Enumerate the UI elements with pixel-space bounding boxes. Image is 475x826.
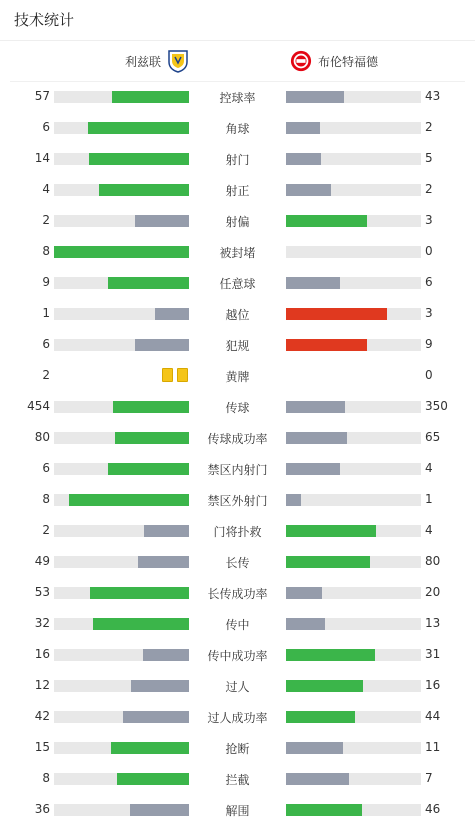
home-value: 6 xyxy=(42,120,50,134)
home-team-name: 利兹联 xyxy=(125,54,162,69)
home-bar-track xyxy=(54,649,189,661)
home-bar-track xyxy=(54,680,189,692)
stats-list xyxy=(0,81,475,825)
home-value: 12 xyxy=(34,678,50,692)
away-bar-track xyxy=(286,587,421,599)
away-team[interactable] xyxy=(290,49,378,73)
stat-label: 被封堵 xyxy=(219,246,256,260)
away-bar-fill xyxy=(286,184,331,196)
home-bar-track xyxy=(54,122,189,134)
stat-label: 解围 xyxy=(225,804,250,818)
home-value: 53 xyxy=(34,585,50,599)
away-value: 7 xyxy=(425,771,433,785)
stat-label: 禁区内射门 xyxy=(207,463,268,477)
home-value: 32 xyxy=(34,616,50,630)
away-bar-track xyxy=(286,742,421,754)
home-bar-track xyxy=(54,401,189,413)
home-bar-track xyxy=(54,215,189,227)
home-bar-track xyxy=(54,556,189,568)
away-bar-track xyxy=(286,215,421,227)
stat-label: 控球率 xyxy=(219,91,256,105)
teams-header xyxy=(10,41,465,82)
home-bar-track xyxy=(54,91,189,103)
away-bar-fill xyxy=(286,401,345,413)
home-bar-fill xyxy=(69,494,189,506)
away-bar-track xyxy=(286,246,421,258)
home-value: 8 xyxy=(42,771,50,785)
home-bar-track xyxy=(54,587,189,599)
away-bar-fill xyxy=(286,153,321,165)
stat-label: 抢断 xyxy=(225,742,250,756)
home-bar-fill xyxy=(155,308,189,320)
home-bar-fill xyxy=(89,153,189,165)
stat-label: 长传 xyxy=(225,556,250,570)
stat-row xyxy=(0,763,475,794)
stat-row xyxy=(0,670,475,701)
away-value: 5 xyxy=(425,151,433,165)
away-bar-fill xyxy=(286,91,344,103)
home-value: 454 xyxy=(27,399,50,413)
away-bar-fill xyxy=(286,339,367,351)
stat-row xyxy=(0,298,475,329)
home-value: 8 xyxy=(42,492,50,506)
stat-row xyxy=(0,453,475,484)
home-bar-fill xyxy=(115,432,189,444)
stat-row xyxy=(0,236,475,267)
away-bar-track xyxy=(286,401,421,413)
away-bar-track xyxy=(286,680,421,692)
stat-row xyxy=(0,143,475,174)
away-value: 6 xyxy=(425,275,433,289)
away-bar-fill xyxy=(286,556,370,568)
stat-label: 射正 xyxy=(225,184,250,198)
away-bar-track xyxy=(286,649,421,661)
stat-row xyxy=(0,546,475,577)
away-value: 16 xyxy=(425,678,441,692)
home-bar-fill xyxy=(117,773,189,785)
home-bar-track xyxy=(54,494,189,506)
home-value: 15 xyxy=(34,740,50,754)
away-bar-fill xyxy=(286,711,355,723)
home-bar-track xyxy=(54,773,189,785)
stat-row xyxy=(0,608,475,639)
away-value: 0 xyxy=(425,368,433,382)
yellow-cards xyxy=(162,368,188,382)
away-value: 350 xyxy=(425,399,448,413)
stat-row xyxy=(0,422,475,453)
stat-label: 黄牌 xyxy=(225,370,250,384)
away-bar-track xyxy=(286,122,421,134)
away-bar-track xyxy=(286,153,421,165)
home-value: 6 xyxy=(42,461,50,475)
home-bar-track xyxy=(54,618,189,630)
home-bar-track xyxy=(54,432,189,444)
stat-label: 传球成功率 xyxy=(207,432,268,446)
away-bar-track xyxy=(286,432,421,444)
stat-row xyxy=(0,267,475,298)
stat-row xyxy=(0,701,475,732)
home-bar-fill xyxy=(88,122,189,134)
away-value: 2 xyxy=(425,182,433,196)
home-value: 36 xyxy=(34,802,50,816)
stat-label: 犯规 xyxy=(225,339,250,353)
stat-label: 角球 xyxy=(225,122,250,136)
away-bar-track xyxy=(286,556,421,568)
away-bar-fill xyxy=(286,308,387,320)
home-bar-track xyxy=(54,308,189,320)
home-bar-fill xyxy=(112,91,189,103)
away-value: 4 xyxy=(425,523,433,537)
home-value: 2 xyxy=(42,523,50,537)
away-value: 1 xyxy=(425,492,433,506)
stat-row xyxy=(0,484,475,515)
stat-label: 越位 xyxy=(225,308,250,322)
away-value: 11 xyxy=(425,740,441,754)
away-value: 9 xyxy=(425,337,433,351)
stat-label: 任意球 xyxy=(219,277,256,291)
away-bar-fill xyxy=(286,587,322,599)
away-value: 80 xyxy=(425,554,441,568)
away-bar-track xyxy=(286,277,421,289)
home-bar-fill xyxy=(108,277,189,289)
home-value: 42 xyxy=(34,709,50,723)
home-value: 14 xyxy=(34,151,50,165)
home-value: 1 xyxy=(42,306,50,320)
page-title: 技术统计 xyxy=(0,0,475,41)
away-value: 13 xyxy=(425,616,441,630)
home-team[interactable] xyxy=(125,49,189,73)
home-bar-fill xyxy=(144,525,189,537)
home-bar-fill xyxy=(108,463,189,475)
stat-row xyxy=(0,329,475,360)
away-bar-track xyxy=(286,494,421,506)
home-value: 49 xyxy=(34,554,50,568)
away-bar-fill xyxy=(286,215,367,227)
stat-row xyxy=(0,577,475,608)
stat-row xyxy=(0,174,475,205)
away-value: 65 xyxy=(425,430,441,444)
home-bar-track xyxy=(54,246,189,258)
away-bar-track xyxy=(286,711,421,723)
home-bar-fill xyxy=(93,618,189,630)
home-value: 57 xyxy=(34,89,50,103)
home-bar-track xyxy=(54,463,189,475)
away-bar-fill xyxy=(286,680,363,692)
home-value: 2 xyxy=(42,213,50,227)
away-value: 46 xyxy=(425,802,441,816)
away-bar-track xyxy=(286,463,421,475)
stat-label: 传中成功率 xyxy=(207,649,268,663)
stat-label: 射门 xyxy=(225,153,250,167)
stat-label: 长传成功率 xyxy=(207,587,268,601)
away-team-name: 布伦特福德 xyxy=(318,54,379,69)
stat-label: 传球 xyxy=(225,401,250,415)
stat-row xyxy=(0,732,475,763)
stat-label: 门将扑救 xyxy=(213,525,262,539)
home-bar-fill xyxy=(54,246,189,258)
stat-row xyxy=(0,112,475,143)
away-bar-track xyxy=(286,308,421,320)
home-bar-track xyxy=(54,184,189,196)
stat-label: 拦截 xyxy=(225,773,250,787)
home-bar-track xyxy=(54,804,189,816)
away-bar-fill xyxy=(286,122,320,134)
home-value: 4 xyxy=(42,182,50,196)
away-bar-fill xyxy=(286,277,340,289)
home-value: 16 xyxy=(34,647,50,661)
away-value: 4 xyxy=(425,461,433,475)
away-bar-fill xyxy=(286,463,340,475)
away-bar-track xyxy=(286,91,421,103)
away-value: 31 xyxy=(425,647,441,661)
home-bar-fill xyxy=(138,556,189,568)
home-value: 80 xyxy=(34,430,50,444)
away-bar-track xyxy=(286,773,421,785)
away-bar-fill xyxy=(286,525,376,537)
home-bar-fill xyxy=(111,742,189,754)
home-bar-fill xyxy=(113,401,189,413)
home-bar-fill xyxy=(130,804,189,816)
away-bar-fill xyxy=(286,618,325,630)
away-value: 3 xyxy=(425,306,433,320)
away-bar-fill xyxy=(286,742,343,754)
away-bar-track xyxy=(286,804,421,816)
away-value: 3 xyxy=(425,213,433,227)
away-bar-track xyxy=(286,184,421,196)
away-value: 2 xyxy=(425,120,433,134)
home-bar-track xyxy=(54,339,189,351)
home-value: 9 xyxy=(42,275,50,289)
stat-row xyxy=(0,205,475,236)
home-bar-track xyxy=(54,525,189,537)
home-bar-fill xyxy=(99,184,189,196)
away-bar-fill xyxy=(286,494,301,506)
away-bar-fill xyxy=(286,773,349,785)
home-bar-fill xyxy=(123,711,189,723)
stat-label: 过人 xyxy=(225,680,250,694)
away-bar-track xyxy=(286,618,421,630)
home-bar-fill xyxy=(131,680,189,692)
away-value: 44 xyxy=(425,709,441,723)
away-bar-fill xyxy=(286,804,362,816)
away-bar-fill xyxy=(286,432,347,444)
home-value: 8 xyxy=(42,244,50,258)
home-bar-fill xyxy=(143,649,189,661)
home-bar-track xyxy=(54,742,189,754)
stat-row xyxy=(0,391,475,422)
home-bar-track xyxy=(54,711,189,723)
stat-label: 过人成功率 xyxy=(207,711,268,725)
away-value: 20 xyxy=(425,585,441,599)
away-bar-track xyxy=(286,525,421,537)
stat-row xyxy=(0,360,475,391)
stat-row xyxy=(0,794,475,825)
stat-label: 射偏 xyxy=(225,215,250,229)
home-value: 6 xyxy=(42,337,50,351)
leeds-crest-icon xyxy=(167,49,189,73)
away-bar-fill xyxy=(286,649,375,661)
stat-row xyxy=(0,515,475,546)
home-value: 2 xyxy=(42,368,50,382)
yellow-card-icon xyxy=(177,368,188,382)
yellow-card-icon xyxy=(162,368,173,382)
brentford-crest-icon xyxy=(290,49,312,73)
away-bar-track xyxy=(286,339,421,351)
stat-row xyxy=(0,81,475,112)
home-bar-track xyxy=(54,153,189,165)
stat-row xyxy=(0,639,475,670)
home-bar-fill xyxy=(90,587,189,599)
stat-label: 传中 xyxy=(225,618,250,632)
home-bar-track xyxy=(54,277,189,289)
away-value: 0 xyxy=(425,244,433,258)
away-value: 43 xyxy=(425,89,441,103)
stat-label: 禁区外射门 xyxy=(207,494,268,508)
home-bar-fill xyxy=(135,339,189,351)
home-bar-fill xyxy=(135,215,189,227)
